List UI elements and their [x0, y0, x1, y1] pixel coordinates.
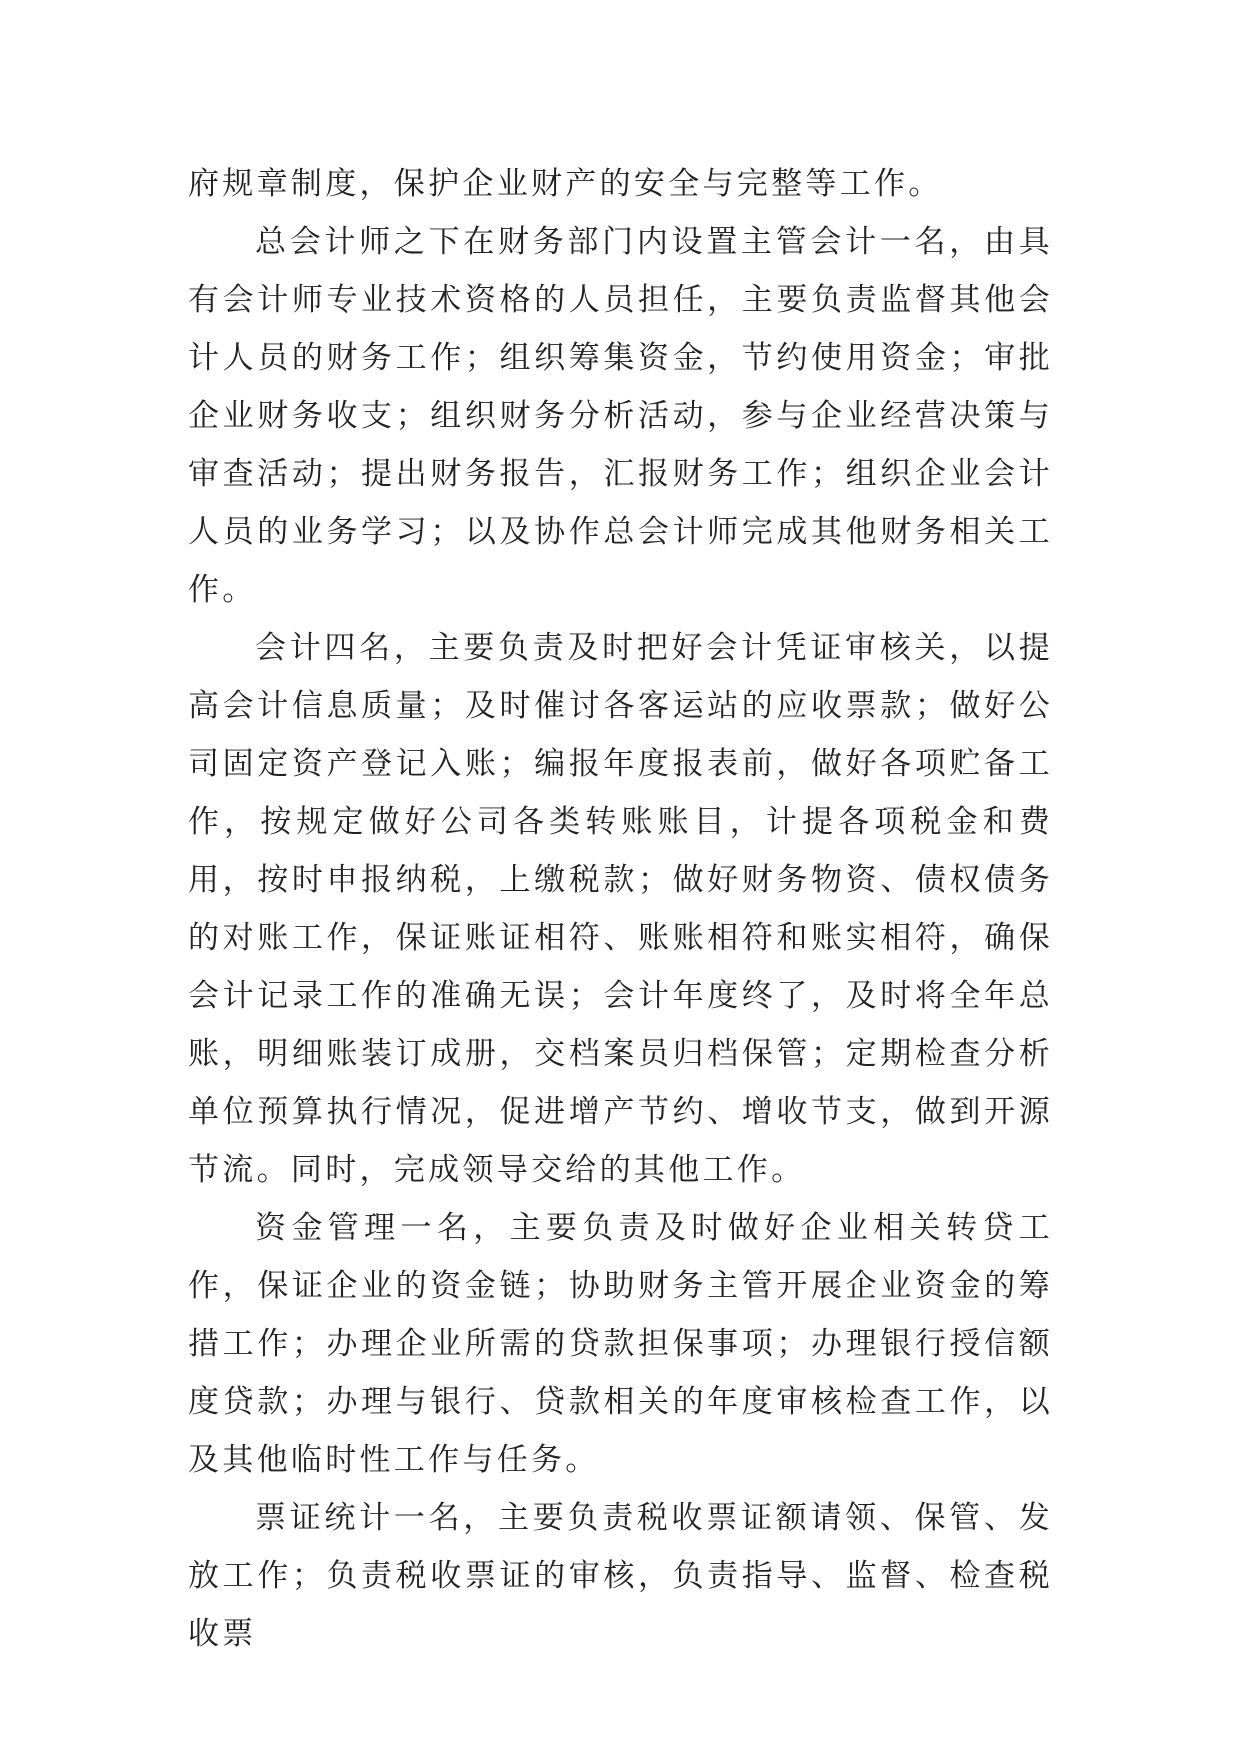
paragraph-1: 府规章制度，保护企业财产的安全与完整等工作。 [188, 166, 943, 202]
paragraph-4: 资金管理一名，主要负责及时做好企业相关转贷工作，保证企业的资金链；协助财务主管开展企业资金的筹措工作；办理企业所需的贷款担保事项；办理银行授信额度贷款；办理与银行、贷款相关的年度审核检查工作，以及其他临时性工作与任务。 [188, 1210, 1053, 1478]
paragraph-2: 总会计师之下在财务部门内设置主管会计一名，由具有会计师专业技术资格的人员担任，主要负责监督其他会计人员的财务工作；组织筹集资金，节约使用资金；审批企业财务收支；组织财务分析活动，参与企业经营决策与审查活动；提出财务报告，汇报财务工作；组织企业会计人员的业务学习；以及协作总会计师完成其他财务相关工作。 [188, 224, 1053, 608]
paragraph-3: 会计四名，主要负责及时把好会计凭证审核关，以提高会计信息质量；及时催讨各客运站的应收票款；做好公司固定资产登记入账；编报年度报表前，做好各项贮备工作，按规定做好公司各类转账账目，计提各项税金和费用，按时申报纳税，上缴税款；做好财务物资、债权债务的对账工作，保证账证相符、账账相符和账实相符，确保会计记录工作的准确无误；会计年度终了，及时将全年总账，明细账装订成册，交档案员归档保管；定期检查分析单位预算执行情况，促进增产节约、增收节支，做到开源节流。同时，完成领导交给的其他工作。 [188, 630, 1053, 1188]
document-body [188, 155, 1053, 1663]
paragraph-5: 票证统计一名，主要负责税收票证额请领、保管、发放工作；负责税收票证的审核，负责指导、监督、检查税收票 [188, 1500, 1053, 1652]
